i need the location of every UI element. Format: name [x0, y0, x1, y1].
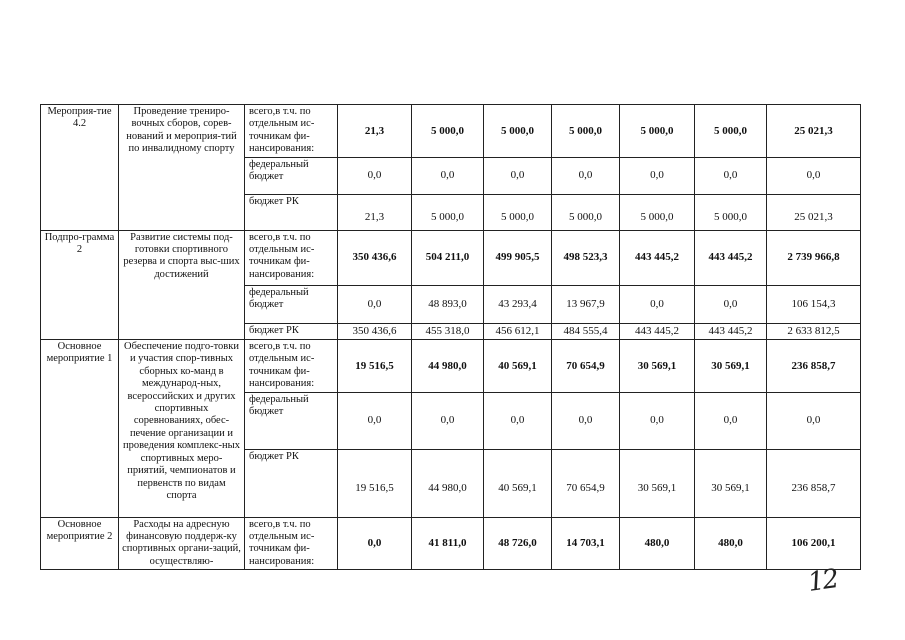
amount-cell: 106 154,3	[767, 285, 861, 323]
amount-cell: 443 445,2	[695, 323, 767, 339]
funding-source-label: бюджет РК	[245, 449, 338, 517]
amount-cell: 0,0	[620, 392, 695, 449]
amount-cell: 5 000,0	[484, 194, 552, 230]
amount-cell: 456 612,1	[484, 323, 552, 339]
amount-cell: 13 967,9	[552, 285, 620, 323]
amount-cell: 5 000,0	[695, 194, 767, 230]
amount-cell: 443 445,2	[620, 323, 695, 339]
budget-table-page	[40, 104, 860, 570]
amount-cell: 2 739 966,8	[767, 230, 861, 285]
amount-cell: 30 569,1	[695, 449, 767, 517]
amount-cell: 499 905,5	[484, 230, 552, 285]
amount-cell: 19 516,5	[338, 340, 412, 393]
amount-cell: 70 654,9	[552, 449, 620, 517]
table-row	[41, 105, 861, 158]
program-code: Подпро-грамма 2	[41, 230, 119, 339]
amount-cell: 5 000,0	[695, 105, 767, 158]
amount-cell: 0,0	[620, 285, 695, 323]
amount-cell: 0,0	[484, 392, 552, 449]
amount-cell: 25 021,3	[767, 105, 861, 158]
funding-source-label: федеральный бюджет	[245, 157, 338, 194]
funding-source-label: всего,в т.ч. по отдельным ис-точникам фи-нансирования:	[245, 517, 338, 570]
amount-cell: 48 726,0	[484, 517, 552, 570]
amount-cell: 5 000,0	[484, 105, 552, 158]
amount-cell: 0,0	[338, 285, 412, 323]
amount-cell: 5 000,0	[552, 194, 620, 230]
amount-cell: 0,0	[412, 392, 484, 449]
amount-cell: 43 293,4	[484, 285, 552, 323]
table-row	[41, 230, 861, 285]
amount-cell: 19 516,5	[338, 449, 412, 517]
amount-cell: 44 980,0	[412, 449, 484, 517]
amount-cell: 44 980,0	[412, 340, 484, 393]
amount-cell: 504 211,0	[412, 230, 484, 285]
amount-cell: 236 858,7	[767, 449, 861, 517]
amount-cell: 40 569,1	[484, 340, 552, 393]
funding-source-label: федеральный бюджет	[245, 285, 338, 323]
program-name: Проведение трениро-вочных сборов, сорев-нований и мероприя-тий по инвалидному спорту	[119, 105, 245, 231]
program-code: Основное мероприятие 2	[41, 517, 119, 570]
amount-cell: 0,0	[620, 157, 695, 194]
amount-cell: 480,0	[620, 517, 695, 570]
amount-cell: 0,0	[767, 157, 861, 194]
amount-cell: 106 200,1	[767, 517, 861, 570]
amount-cell: 0,0	[484, 157, 552, 194]
funding-source-label: всего,в т.ч. по отдельным ис-точникам фи-нансирования:	[245, 340, 338, 393]
amount-cell: 41 811,0	[412, 517, 484, 570]
amount-cell: 443 445,2	[695, 230, 767, 285]
funding-source-label: всего,в т.ч. по отдельным ис-точникам фи-нансирования:	[245, 105, 338, 158]
program-name: Расходы на адресную финансовую поддерж-ку спортивных органи-заций, осуществляю-	[119, 517, 245, 570]
amount-cell: 0,0	[695, 157, 767, 194]
amount-cell: 25 021,3	[767, 194, 861, 230]
amount-cell: 0,0	[695, 285, 767, 323]
funding-source-label: федеральный бюджет	[245, 392, 338, 449]
amount-cell: 455 318,0	[412, 323, 484, 339]
amount-cell: 21,3	[338, 105, 412, 158]
amount-cell: 2 633 812,5	[767, 323, 861, 339]
amount-cell: 30 569,1	[620, 449, 695, 517]
amount-cell: 350 436,6	[338, 230, 412, 285]
amount-cell: 0,0	[552, 157, 620, 194]
funding-source-label: бюджет РК	[245, 323, 338, 339]
handwritten-page-number: 12	[806, 564, 840, 598]
funding-source-label: всего,в т.ч. по отдельным ис-точникам фи-нансирования:	[245, 230, 338, 285]
program-name: Обеспечение подго-товки и участия спор-тивных сборных ко-манд в международ-ных, всероссийских и других спортивных соревнованиях, обес-печение организации и проведения комплекс-ных спортивных меро-приятий, чемпионатов и первенств по видам спорта	[119, 340, 245, 518]
amount-cell: 70 654,9	[552, 340, 620, 393]
amount-cell: 480,0	[695, 517, 767, 570]
funding-source-label: бюджет РК	[245, 194, 338, 230]
amount-cell: 48 893,0	[412, 285, 484, 323]
amount-cell: 0,0	[338, 392, 412, 449]
program-name: Развитие системы под-готовки спортивного резерва и спорта выс-ших достижений	[119, 230, 245, 339]
amount-cell: 498 523,3	[552, 230, 620, 285]
program-code: Основное мероприятие 1	[41, 340, 119, 518]
table-row	[41, 517, 861, 570]
amount-cell: 14 703,1	[552, 517, 620, 570]
amount-cell: 5 000,0	[412, 194, 484, 230]
amount-cell: 30 569,1	[620, 340, 695, 393]
amount-cell: 484 555,4	[552, 323, 620, 339]
amount-cell: 236 858,7	[767, 340, 861, 393]
amount-cell: 21,3	[338, 194, 412, 230]
program-code: Мероприя-тие 4.2	[41, 105, 119, 231]
amount-cell: 0,0	[338, 157, 412, 194]
amount-cell: 5 000,0	[620, 105, 695, 158]
amount-cell: 0,0	[412, 157, 484, 194]
table-row	[41, 340, 861, 393]
amount-cell: 443 445,2	[620, 230, 695, 285]
amount-cell: 0,0	[767, 392, 861, 449]
amount-cell: 30 569,1	[695, 340, 767, 393]
amount-cell: 5 000,0	[412, 105, 484, 158]
budget-table	[40, 104, 861, 570]
amount-cell: 5 000,0	[552, 105, 620, 158]
amount-cell: 0,0	[552, 392, 620, 449]
amount-cell: 350 436,6	[338, 323, 412, 339]
amount-cell: 0,0	[338, 517, 412, 570]
amount-cell: 40 569,1	[484, 449, 552, 517]
amount-cell: 0,0	[695, 392, 767, 449]
amount-cell: 5 000,0	[620, 194, 695, 230]
